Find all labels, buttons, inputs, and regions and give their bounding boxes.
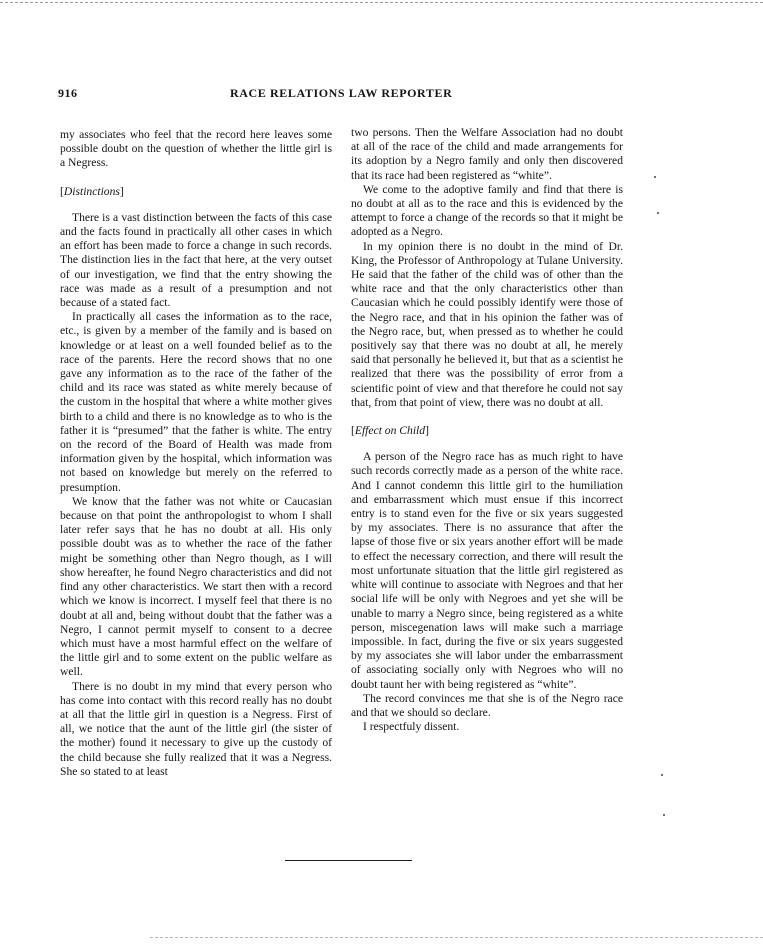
left-paragraph-5: There is no doubt in my mind that every person who has come into contact with this record really has no doubt at all that the little girl in question is a Negress. First of all, we notice that the aunt of the little girl (the sister of the mother) found it necessary to give up the custody of the child because she fully realized that it was a Negress. She so stated to at least (60, 679, 332, 778)
section-heading-distinctions: [Distinctions] (60, 184, 124, 198)
right-paragraph-5: The record convinces me that she is of the Negro race and that we should so declare. (351, 691, 623, 719)
left-paragraph-1: my associates who feel that the record here leaves some possible doubt on the question of whether the little girl is a Negress. (60, 128, 332, 170)
left-column (60, 128, 332, 779)
scan-edge-bottom (150, 937, 763, 938)
scan-speck (663, 814, 665, 816)
section-heading-effect-on-child: [Effect on Child] (351, 424, 429, 438)
running-head: RACE RELATIONS LAW REPORTER (230, 86, 453, 100)
section-heading-distinctions-text: Distinctions (63, 184, 120, 198)
scan-speck (661, 774, 663, 776)
right-paragraph-3: In my opinion there is no doubt in the mind of Dr. King, the Professor of Anthropology at Tulane University. He said that the father of the child was of other than the white race and that the only characteristics other than Caucasian which he could possibly identify were those of the Negro race, and that in his opinion the father was of the Negro race, but, when pressed as to whether he could positively say that there was no doubt at all, he merely said that personally he believed it, but that as a scientist he realized that there was the possibility of error from a scientific point of view and that therefore he could not say that, from that point of view, there was no doubt at all. (351, 239, 623, 409)
scan-speck (657, 212, 659, 214)
scan-speck (654, 176, 656, 178)
right-column (351, 126, 623, 734)
end-rule (285, 860, 412, 861)
left-paragraph-2: There is a vast distinction between the facts of this case and the facts found in practically all other cases in which an effort has been made to force a change in such records. The distinction lies in the fact that here, at the very outset of our investigation, we find that the entry showing the race was made as a result of a presumption and not because of a stated fact. (60, 210, 332, 310)
right-paragraph-4: A person of the Negro race has as much right to have such records correctly made as a person of the white race. And I cannot condemn this little girl to the humiliation and embarrassment which must ensue if this incorrect entry is to stand even for the five or six years suggested by my associates. There is no assurance that after the lapse of those five or six years another effort will be made to effect the necessary correction, and there will result the most unfortunate situation that the little girl registered as white will continue to associate with Negroes and that her social life will be only with Negroes and yet she will be unable to marry a Negro since, being registered as a white person, miscegenation laws will make such a marriage impossible. In fact, during the five or six years suggested by my associates she will labor under the embarrassment of associating socially only with Negroes who will no doubt taunt her with being registered as “white”. (351, 450, 623, 691)
section-heading-effect-on-child-text: Effect on Child (354, 424, 426, 438)
right-paragraph-2: We come to the adoptive family and find that there is no doubt at all as to the race and this is evidenced by the attempt to force a change of the records so that it might be adopted as a Negro. (351, 182, 623, 239)
left-paragraph-4: We know that the father was not white or Caucasian because on that point the anthropologist to whom I shall later refer says that he has no doubt at all. His only possible doubt was as to whether the race of the father might be something other than Negro though, as I will show hereafter, he found Negro characteristics and did not find any other characteristics. We start then with a record which we know is incorrect. I myself feel that there is no doubt at all and, being without doubt that the father was a Negro, I cannot permit myself to consent to a decree which must have a most harmful effect on the welfare of the little girl and to some extent on the public welfare as well. (60, 494, 332, 679)
closing-line: I respectfuly dissent. (363, 720, 460, 734)
left-paragraph-3: In practically all cases the information as to the race, etc., is given by a member of the family and is based on knowledge or at least on a well founded belief as to the race of the parents. Here the record shows that no one gave any information as to the race of the father of the child and its race was stated as white merely because of the custom in the hospital that where a white mother gives birth to a child and there is no knowledge as to who is the father it is “presumed” that the father is white. The entry on the record of the Board of Health was made from information given by the hospital, which information was not based on knowledge but merely on the referred to presumption. (60, 310, 332, 494)
scan-edge-top (0, 2, 763, 3)
right-paragraph-1: two persons. Then the Welfare Association had no doubt at all of the race of the child and made arrangements for its adoption by a Negro family and only then discovered that its race had been registered as “white”. (351, 126, 623, 182)
page-number: 916 (58, 86, 78, 100)
